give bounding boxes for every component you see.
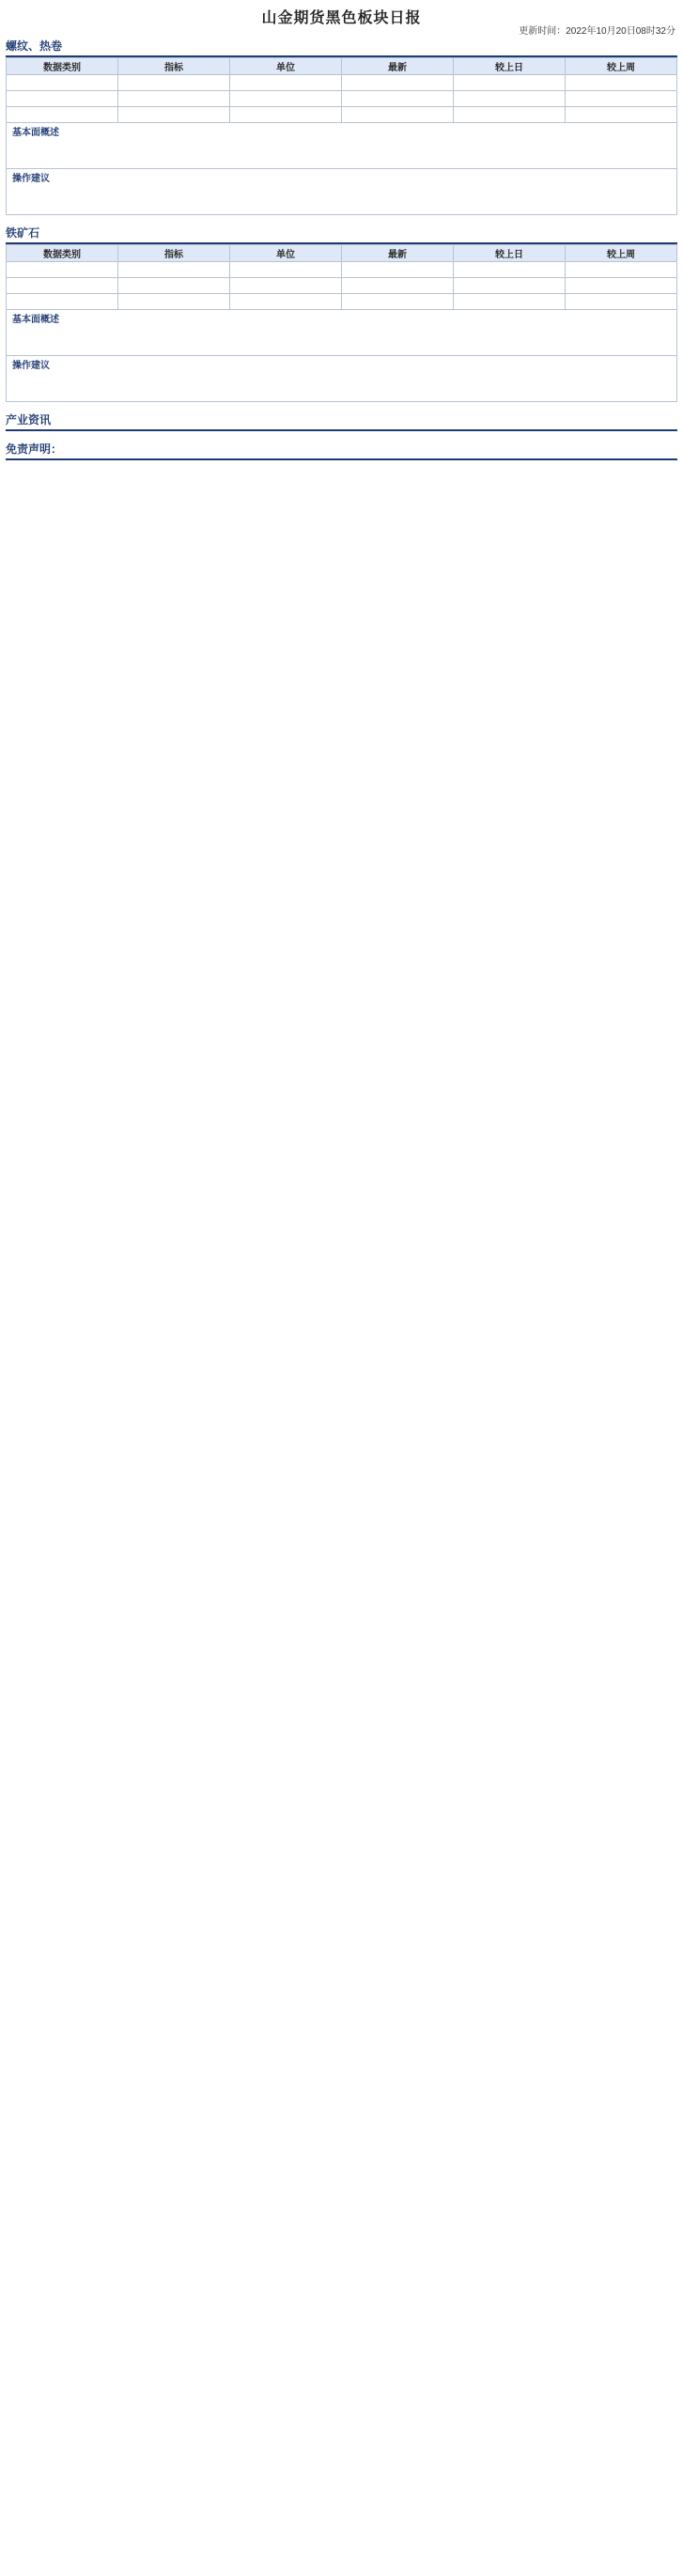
ore-table-header — [7, 245, 677, 262]
basic-analysis-label: 基本面概述 — [12, 315, 59, 325]
col-category: 数据类别 — [7, 58, 118, 75]
table-row — [7, 91, 677, 107]
steel-table — [6, 57, 677, 123]
col-category: 数据类别 — [7, 245, 118, 262]
strategy-label: 操作建议 — [12, 174, 50, 184]
steel-basic-analysis — [6, 123, 677, 169]
col-latest: 最新 — [342, 58, 454, 75]
section-industry-title: 产业资讯 — [6, 411, 677, 431]
col-indicator: 指标 — [118, 245, 230, 262]
table-row — [7, 294, 677, 310]
table-row — [7, 75, 677, 91]
col-vs-prev-day: 较上日 — [454, 58, 566, 75]
col-vs-prev-week: 较上周 — [566, 58, 677, 75]
table-row — [7, 278, 677, 294]
table-row — [7, 107, 677, 123]
table-row — [7, 262, 677, 278]
col-latest: 最新 — [342, 245, 454, 262]
ore-strategy — [6, 356, 677, 402]
steel-table-header — [7, 58, 677, 75]
col-unit: 单位 — [230, 245, 342, 262]
col-indicator: 指标 — [118, 58, 230, 75]
col-vs-prev-day: 较上日 — [454, 245, 566, 262]
strategy-label: 操作建议 — [12, 361, 50, 371]
section-disclaimer-title: 免责声明： — [6, 441, 677, 460]
report-title: 山金期货黑色板块日报 — [261, 10, 422, 26]
section-ore-title: 铁矿石 — [6, 225, 677, 244]
report-updated-time: 更新时间：2022年10月20日08时32分 — [519, 26, 675, 37]
report-header — [6, 0, 677, 37]
basic-analysis-label: 基本面概述 — [12, 128, 59, 138]
ore-table — [6, 244, 677, 310]
col-unit: 单位 — [230, 58, 342, 75]
steel-strategy — [6, 169, 677, 215]
col-vs-prev-week: 较上周 — [566, 245, 677, 262]
section-steel-title: 螺纹、热卷 — [6, 38, 677, 57]
ore-basic-analysis — [6, 310, 677, 356]
